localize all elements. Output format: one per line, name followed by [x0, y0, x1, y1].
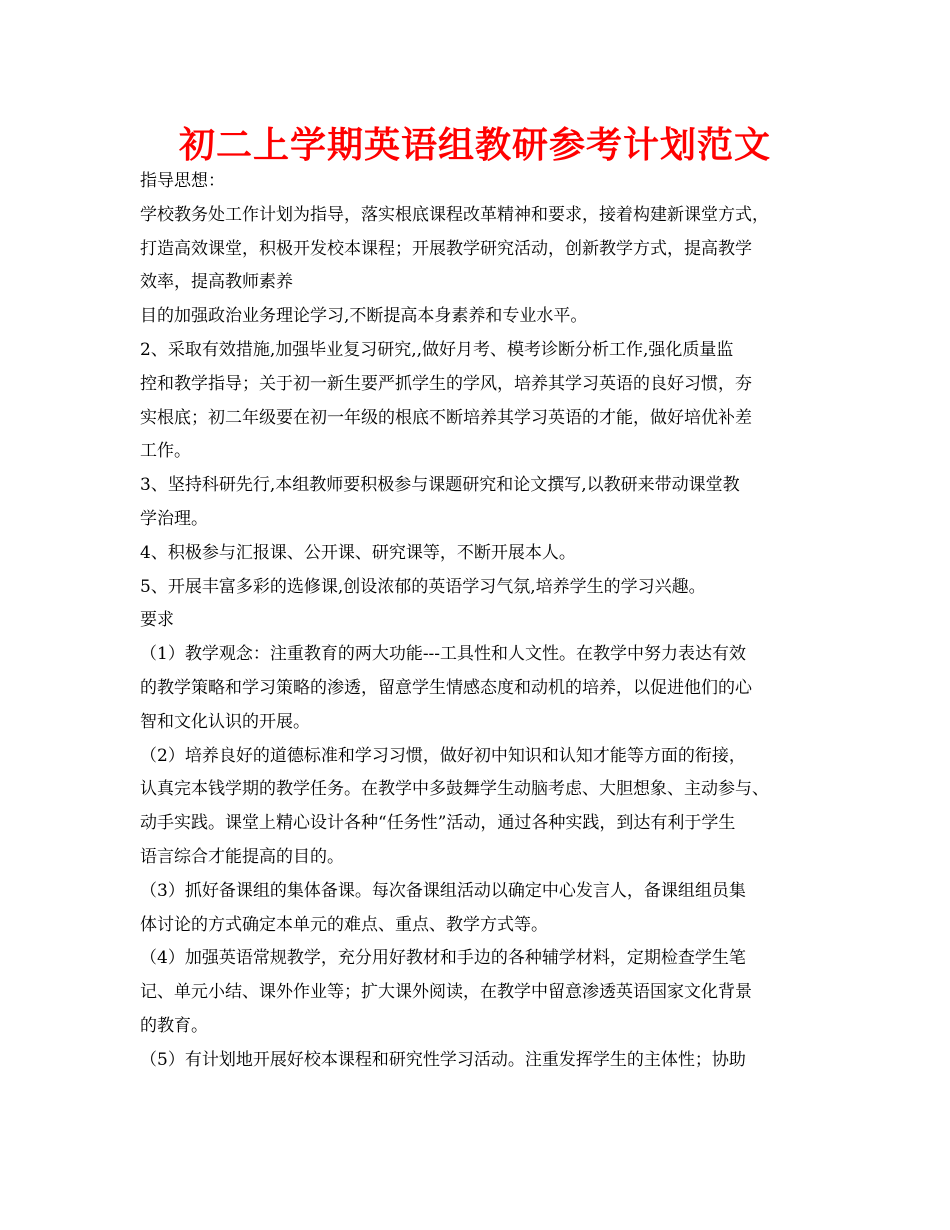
body-line: 体讨论的方式确定本单元的难点、重点、教学方式等。 — [140, 914, 548, 935]
body-line: 工作。 — [140, 441, 191, 462]
document-body — [140, 165, 830, 1078]
body-line: 学校教务处工作计划为指导，落实根底课程改革精神和要求，接着构建新课堂方式， — [140, 204, 769, 225]
body-line: 指导思想： — [140, 171, 225, 191]
body-line: 实根底；初二年级要在初一年级的根底不断培养其学习英语的才能，做好培优补差 — [140, 407, 752, 428]
body-line: （3）抓好备课组的集体备课。每次备课组活动以确定中心发言人，备课组组员集 — [140, 880, 746, 901]
body-line: 3、坚持科研先行,本组教师要积极参与课题研究和论文撰写,以教研来带动课堂教 — [140, 475, 740, 496]
body-line: 5、开展丰富多彩的选修课,创设浓郁的英语学习气氛,培养学生的学习兴趣。 — [140, 576, 706, 597]
body-line: 语言综合才能提高的目的。 — [140, 846, 344, 867]
body-line: 控和教学指导；关于初一新生要严抓学生的学风，培养其学习英语的良好习惯，夯 — [140, 373, 752, 394]
body-line: 目的加强政治业务理论学习,不断提高本身素养和专业水平。 — [140, 306, 588, 327]
body-line: （2）培养良好的道德标准和学习习惯，做好初中知识和认知才能等方面的衔接， — [140, 745, 746, 766]
body-line: 记、单元小结、课外作业等；扩大课外阅读，在教学中留意渗透英语国家文化背景 — [140, 982, 752, 1003]
body-line: 智和文化认识的开展。 — [140, 711, 310, 732]
body-line: 学治理。 — [140, 508, 208, 529]
body-line: （5）有计划地开展好校本课程和研究性学习活动。注重发挥学生的主体性；协助 — [140, 1049, 746, 1070]
body-line: （1）教学观念：注重教育的两大功能---工具性和人文性。在教学中努力表达有效 — [140, 644, 747, 665]
body-line: 动手实践。课堂上精心设计各种“任务性”活动，通过各种实践，到达有利于学生 — [140, 813, 736, 834]
body-line: 4、积极参与汇报课、公开课、研究课等，不断开展本人。 — [140, 542, 576, 563]
body-line: 效率，提高教师素养 — [140, 272, 293, 293]
body-line: 要求 — [140, 610, 174, 631]
body-line: 2、采取有效措施,加强毕业复习研究,,做好月考、模考诊断分析工作,强化质量监 — [140, 339, 734, 360]
body-line: 的教育。 — [140, 1015, 208, 1036]
document-title: 初二上学期英语组教研参考计划范文 — [178, 124, 771, 166]
body-line: 打造高效课堂，积极开发校本课程；开展教学研究活动，创新教学方式，提高教学 — [140, 238, 752, 259]
body-line: 认真完本钱学期的教学任务。在教学中多鼓舞学生动脑考虑、大胆想象、主动参与、 — [140, 779, 769, 800]
body-line: （4）加强英语常规教学，充分用好教材和手边的各种辅学材料，定期检查学生笔 — [140, 948, 746, 969]
body-line: 的教学策略和学习策略的渗透，留意学生情感态度和动机的培养，以促进他们的心 — [140, 677, 752, 698]
